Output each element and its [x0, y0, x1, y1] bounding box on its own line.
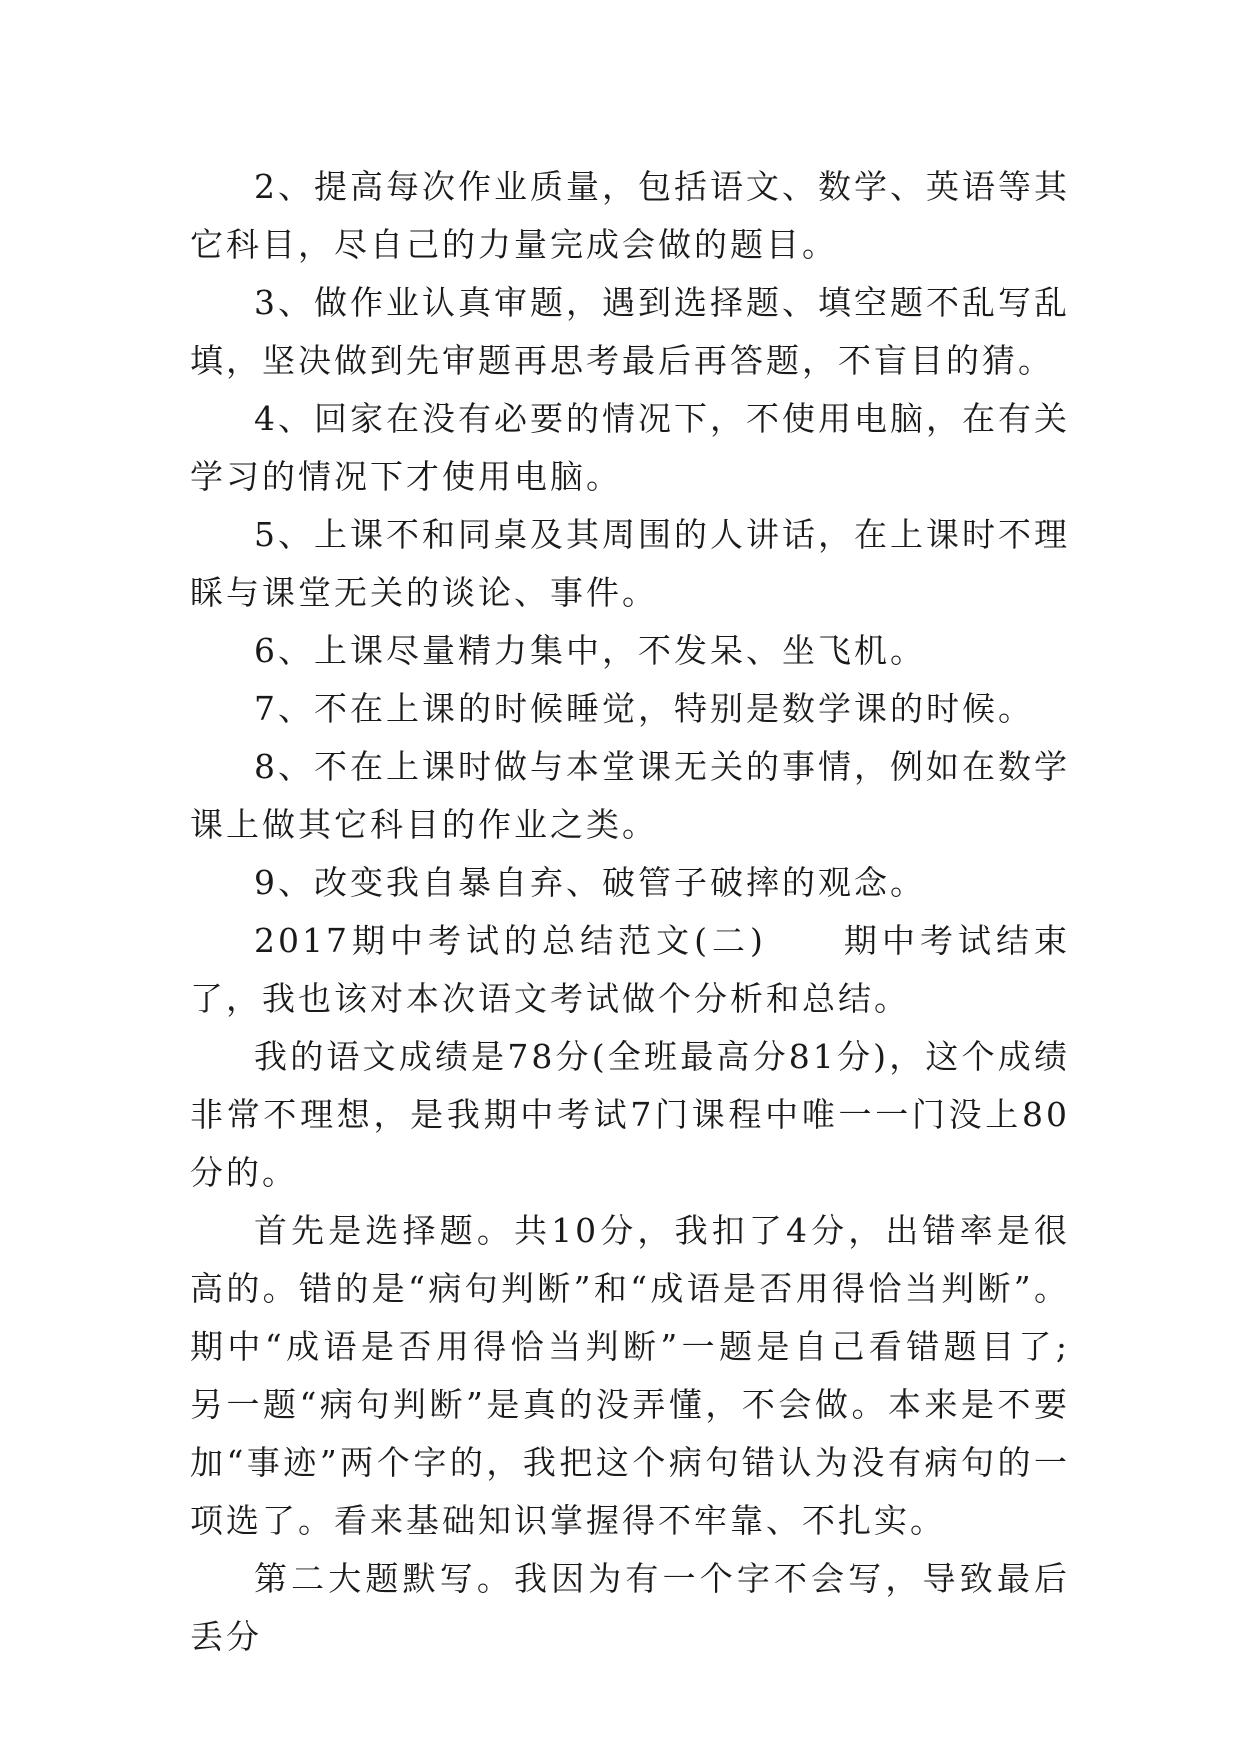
paragraph-item-6: 6、上课尽量精力集中，不发呆、坐飞机。	[254, 631, 926, 670]
paragraph-item-8: 8、不在上课时做与本堂课无关的事情，例如在数学课上做其它科目的作业之类。	[190, 747, 1070, 844]
paragraph-item-9: 9、改变我自暴自弃、破管子破摔的观念。	[254, 863, 926, 902]
paragraph-score: 我的语文成绩是78分(全班最高分81分)，这个成绩非常不理想，是我期中考试7门课程中唯一一门没上80分的。	[190, 1037, 1070, 1192]
paragraph-item-7: 7、不在上课的时候睡觉，特别是数学课的时候。	[254, 689, 1034, 728]
paragraph-item-3: 3、做作业认真审题，遇到选择题、填空题不乱写乱填，坚决做到先审题再思考最后再答题，不盲目的猜。	[190, 283, 1070, 380]
paragraph-item-5: 5、上课不和同桌及其周围的人讲话，在上课时不理睬与课堂无关的谈论、事件。	[190, 515, 1070, 612]
paragraph-item-2: 2、提高每次作业质量，包括语文、数学、英语等其它科目，尽自己的力量完成会做的题目。	[190, 167, 1070, 264]
paragraph-multiple-choice: 首先是选择题。共10分，我扣了4分，出错率是很高的。错的是“病句判断”和“成语是否用得恰当判断”。期中“成语是否用得恰当判断”一题是自己看错题目了;另一题“病句判断”是真的没弄懂，不会做。本来是不要加“事迹”两个字的，我把这个病句错认为没有病句的一项选了。看来基础知识掌握得不牢靠、不扎实。	[190, 1211, 1070, 1540]
document-body	[190, 158, 1070, 1666]
paragraph-item-4: 4、回家在没有必要的情况下，不使用电脑，在有关学习的情况下才使用电脑。	[190, 399, 1070, 496]
paragraph-dictation: 第二大题默写。我因为有一个字不会写，导致最后丢分	[190, 1559, 1070, 1656]
paragraph-section-two-intro: 2017期中考试的总结范文(二) 期中考试结束了，我也该对本次语文考试做个分析和总结。	[190, 921, 1070, 1018]
